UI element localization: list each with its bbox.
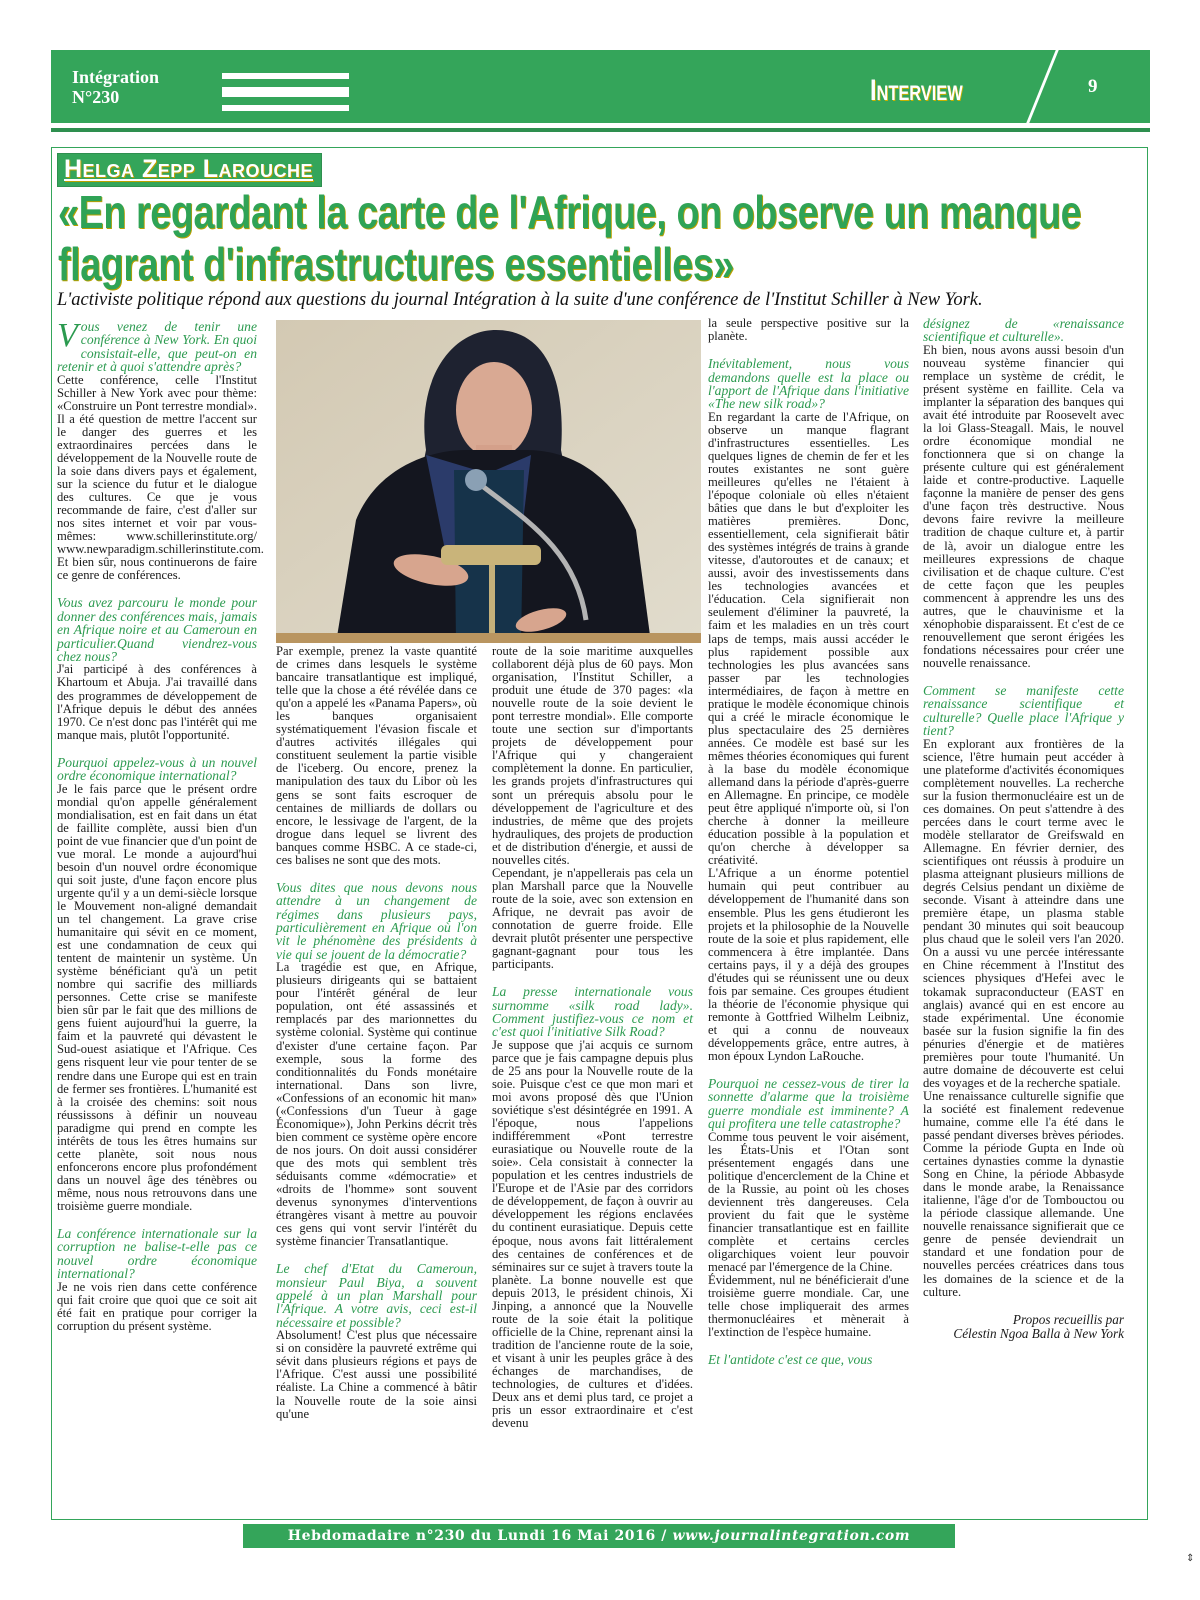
answer-text: Cette conférence, celle l'Institut Schiller à New York avec pour thème: «Construire un Pont terrestre mondial». Il a été question de mettre l'accent sur le danger des guerres et les extraordinaires percées dans le développement de la Nouvelle route de la soie dans divers pays et également, sur la science du futur et le dialogue des cultures. Ce que je vous recommande de faire, c'est d'aller sur nos sites internet et voir par vous-mêmes: www.schillerinstitute.org/ www.newparadigm.schillerinstitute.com. Et bien sûr, nous continuerons de faire ce genre de conférences. [57, 372, 264, 583]
question-text: Vous dites que nous devons nous attendre à un changement de régimes dans plusieurs pays, particulièrement en Afrique où l'on vit le phénomène des présidents à vie qui se jouent de la démocratie? [276, 879, 477, 962]
question-text: Pourquoi ne cessez-vous de tirer la sonnette d'alarme que la troisième guerre mondiale est imminente? A qui profitera une telle catastrophe? [708, 1076, 909, 1132]
interview-question [276, 881, 477, 961]
answer-text: Comme tous peuvent le voir aisément, les États-Unis et l'Otan sont présentement engagés dans une politique d'encerclement de la Chine et de la Russie, au point où les choses deviennent très dangereuses. Cela provient du fait que le système financier transatlantique est en faillite complète et certains cercles oligarchiques voient leur pouvoir menacé par l'émergence de la Chine. [708, 1129, 909, 1275]
interview-answer [708, 867, 909, 1063]
publication-name [72, 67, 159, 107]
page-number: 9 [1088, 76, 1098, 97]
interview-question [708, 1353, 909, 1366]
headline: «En regardant la carte de l'Afrique, on observe un manque flagrant d'infrastructures essentielles» [58, 186, 1082, 290]
answer-text: Eh bien, nous avons aussi besoin d'un nouveau système financier qui remplace un système de crédit, le présent système en faillite. Cela va implanter la séparation des banques qui avait été introduite par Roosevelt avec la loi Glass-Steagall. Mais, le nouvel ordre économique mondial ne fonctionnera que si on change la présente culture qui est généralement laide et contre-productive. Laquelle façonne la manière de penser des gens d'une façon très destructive. Nous devons faire revivre la meilleure tradition de chaque culture et, à partir de là, avoir un dialogue entre les meilleures expressions de chaque civilisation et de chaque culture. C'est de cette façon que les peuples commencent à apprendre les uns des autres, que le chauvinisme et la xénophobie disparaissent. Et c'est de ce renouvellement que seront érigées les fondations nécessaires pour créer une nouvelle renaissance. [923, 342, 1124, 670]
interview-answer [923, 1090, 1124, 1299]
article-column-2 [276, 645, 477, 1421]
question-text: ous venez de tenir une conférence à New York. En quoi consistait-elle, que peut-on en retenir et à quoi s'attendre après? [57, 319, 257, 375]
interview-question [57, 317, 257, 375]
answer-text: Absolument! C'est plus que nécessaire si on considère la pauvreté extrême qui sévit dans plusieurs régions et pays de l'Afrique. C'est aussi une possibilité réaliste. La Chine a commencé à bâtir la Nouvelle route de la soie ainsi qu'une [276, 1328, 477, 1421]
question-text: Le chef d'Etat du Cameroun, monsieur Paul Biya, a souvent appelé à un plan Marshall pour l'Afrique. A votre avis, ceci est-il nécessaire et possible? [276, 1261, 477, 1330]
footer-issue-text: Hebdomadaire n°230 du Lundi 16 Mai 2016 / [287, 1528, 673, 1544]
answer-text: Évidemment, nul ne bénéficierait d'une troisième guerre mondiale. Car, une telle chose impliquerait des armes thermonucléaires et mènerait à l'extinction de l'espèce humaine. [708, 1273, 909, 1340]
interview-answer [276, 961, 477, 1248]
article-column-4 [708, 317, 909, 1367]
speaker-photo-illustration [276, 320, 701, 643]
answer-text: L'Afrique a un énorme potentiel humain qui peut contribuer au développement de l'humanité dans son ensemble. Plus les gens étudieront les projets et la philosophie de la Nouvelle route de la soie et plus rapidement, elle commencera à être implantée. Dans certains pays, il y a déjà des groupes d'études qui se réunissent une ou deux fois par semaine. Ces groupes étudient la théorie de l'économie physique qui remonte à Gottfried Wilhelm Leibniz, et qui a connu de nouveaux développements grâce, entre autres, à mon époux Lyndon LaRouche. [708, 866, 909, 1064]
interview-question [923, 684, 1124, 738]
interview-answer [492, 867, 693, 971]
question-text: Comment se manifeste cette renaissance scientifique et culturelle? Quelle place l'Afrique y tient? [923, 682, 1124, 739]
interviewee-name: Helga Zepp Larouche [64, 155, 314, 183]
answer-text: En explorant aux frontières de la science, l'être humain peut accéder à une plateforme d'activités économiques complètement nouvelles. La recherche sur la fusion thermonucléaire est un de ces domaines. On peut s'attendre à des percées dans le court terme avec le modèle stellarator de Greifswald en Allemagne. En février dernier, des scientifiques ont réussis à produire un plasma atteignant plusieurs millions de degrés Celsius pendant un dixième de seconde. Visant à atteindre dans une première étape, un plasma stable pendant 30 minutes qui soit beaucoup plus chaud que le soleil vers l'an 2020. On a aussi vu une percée intéressante en Chine récemment à l'Institut des sciences physiques d'Hefei avec le tokamak supraconducteur (EAST en anglais) avancé qui en est encore au stade expérimental. Une économie basée sur la fusion signifie la fin des pénuries d'énergie et de matières premières pour toute l'humanité. Un autre domaine de découverte est celui des voyages et de la recherche spatiale. [923, 736, 1124, 1090]
interview-answer [923, 738, 1124, 1090]
interviewee-label [57, 153, 322, 187]
question-text: Inévitablement, nous vous demandons quelle est la place ou l'apport de l'Afrique dans l'initiative «The new silk road»? [708, 356, 909, 412]
signature-line-2: Célestin Ngoa Balla à New York [953, 1325, 1124, 1341]
interview-answer [923, 344, 1124, 670]
question-text: La presse internationale vous surnomme «silk road lady». Comment justifiez-vous ce nom et c'est quoi l'initiative Silk Road? [492, 984, 693, 1040]
article-column-5 [923, 317, 1124, 1341]
section-text: Interview [870, 74, 963, 107]
header-rule [51, 128, 1150, 132]
question-text: Pourquoi appelez-vous à un nouvel ordre économique international? [57, 754, 257, 784]
interview-question [923, 317, 1124, 344]
answer-text: J'ai participé à des conférences à Khartoum et Abuja. J'ai travaillé dans des programmes de développement de l'Afrique depuis le début des années 1970. Ce n'est donc pas l'intérêt qui me manque mais, plutôt l'opportunité. [57, 662, 257, 742]
footer-band [243, 1524, 955, 1548]
article-photo [276, 320, 701, 643]
answer-text: Je ne vois rien dans cette conférence qui fait croire que quoi que ce soit ait été fait en pratique pour corriger la corruption du présent système. [57, 1279, 257, 1333]
interview-answer [57, 1281, 257, 1333]
article-column-3 [492, 645, 693, 1430]
issue-number: N°230 [72, 87, 120, 107]
drop-cap: V [57, 317, 78, 354]
interview-question [57, 1227, 257, 1281]
header-decorative-bars [222, 73, 349, 119]
answer-text: la seule perspective positive sur la planète. [708, 316, 909, 344]
interview-question [57, 596, 257, 663]
interview-answer [276, 645, 477, 867]
standfirst: L'activiste politique répond aux questions du journal Intégration à la suite d'une conférence de l'Institut Schiller à New York. [57, 290, 983, 310]
article-column-1 [57, 317, 264, 1333]
answer-text: Cependant, je n'appellerais pas cela un plan Marshall parce que la Nouvelle route de la soie, avec son extension en Afrique, ne devrait pas avoir de connotation de guerre froide. Elle devrait plutôt présenter une perspective gagnant-gagnant pour tous les participants. [492, 865, 693, 972]
question-text: Vous avez parcouru le monde pour donner des conférences mais, jamais en Afrique noire et au Cameroun en particulier.Quand viendrez-vous chez nous? [57, 595, 257, 664]
interview-question [57, 756, 257, 783]
interview-answer [708, 1131, 909, 1275]
answer-text: Par exemple, prenez la vaste quantité de crimes dans lesquels le système bancaire transatlantique est impliqué, telle que la chose a été révélée dans ce qu'on a appelé les «Panama Papers», où les banques organisaient systématiquement l'évasion fiscale et d'autres activités illégales qui constituent seulement la partie visible de l'iceberg. Ou encore, prenez la manipulation des taux du Libor où les gens se sont faits escroquer de centaines de milliards de dollars ou encore, le lessivage de l'argent, de la drogue dans lequel se livrent des banques comme HSBC. A ce stade-ci, ces balises ne sont que des mots. [276, 644, 477, 867]
interview-answer [492, 1039, 693, 1430]
answer-text: route de la soie maritime auxquelles collaborent déjà plus de 60 pays. Mon organisation, l'Institut Schiller, a produit une étude de 370 pages: «la nouvelle route de la soie devient le pont terrestre mondial». Elle comporte toute une section sur d'importants projets de développement pour l'Afrique qui y changeraient complètement la donne. En particulier, les grands projets d'infrastructures qui sont un prérequis absolu pour le développement de l'agriculture et des industries, de même que des projets hydrauliques, des projets de production et de distribution d'énergie, et aussi de nouvelles cités. [492, 644, 693, 867]
section-label [870, 74, 963, 108]
interview-answer [57, 372, 264, 583]
signature-line-1: Propos recueillis par [1012, 1311, 1124, 1327]
interview-question [492, 985, 693, 1039]
interview-answer [492, 645, 693, 867]
interview-question [708, 357, 909, 411]
answer-text: Je le fais parce que le présent ordre mondial qu'on appelle généralement mondialisation, est en fait dans un état de faillite complète, aussi bien d'un point de vue financier que d'un point de vue moral. Le monde a aujourd'hui besoin d'un nouvel ordre économique qui soit juste, d'une façon encore plus urgente qu'il y a un demi-siècle lorsque le Mouvement non-aligné demandait un tel changement. La grave crise humanitaire qui sévit en ce moment, est une condamnation de ceux qui tentent de maintenir un système. Un système bénéficiant qu'à un petit nombre qui sacrifie des milliards personnes. Cette crise se manifeste bien sûr par le fait que des millions de gens fuient aujourd'hui la guerre, la faim et la pauvreté qui dévastent le Sud-ouest asiatique et l'Afrique. Ces gens risquent leur vie pour tenter de se rendre dans une Europe qui est en train de fermer ses frontières. L'humanité est à la croisée des chemins: soit nous réussissons à définir un nouveau paradigme qui prend en compte les intérêts de tous les êtres humains sur cette planète, soit nous nous enfoncerons encore plus profondément dans un nouvel âge des ténèbres ou même, nous nous retrouvons dans une troisième guerre mondiale. [57, 781, 257, 1213]
answer-text: Une renaissance culturelle signifie que la société est finalement redevenue humaine, comme elle l'a été dans le passé pendant diverses brèves périodes. Comme la période Gupta en Inde où certaines dynasties comme la dynastie Song en Chine, la période Abbasyde dans le monde arabe, la Renaissance italienne, l'âge d'or de Tombouctou ou la période classique allemande. Une nouvelle renaissance signifierait que ce genre de pensée deviendrait un standard et une fondation pour de nouvelles percées créatrices dans tous les domaines de la science et de la culture. [923, 1088, 1124, 1299]
interview-answer [57, 783, 257, 1214]
interview-answer [708, 1274, 909, 1339]
answer-text: Je suppose que j'ai acquis ce surnom parce que je fais campagne depuis plus de 25 ans pour la Nouvelle route de la soie. Puisque c'est ce que mon mari et moi avons proposé dès que l'Union soviétique s'est désintégrée en 1991. A l'époque, nous l'appelions indifféremment «Pont terrestre eurasiatique ou Nouvelle route de la soie». Cela consistait à connecter la population et les centres industriels de l'Europe et de l'Asie par des corridors de développement, de façon à ouvrir au développement les régions enclavées du continent eurasiatique. Depuis cette époque, nous avons fait littéralement des centaines de conférences et de séminaires sur ce sujet à travers toute la planète. La bonne nouvelle est que depuis 2013, le président chinois, Xi Jinping, a annoncé que la Nouvelle route de la soie était la politique officielle de la Chine, reprenant ainsi la tradition de l'ancienne route de la soie, et visant à unir les peuples grâce à des échanges de marchandises, de technologies, de cultures et d'idées. Deux ans et demi plus tard, ce projet a pris un essor extraordinaire et c'est devenu [492, 1037, 693, 1431]
answer-text: En regardant la carte de l'Afrique, on observe un manque flagrant d'infrastructures essentielles. Les quelques lignes de chemin de fer et les routes existantes ne sont guère meilleures qu'elles ne l'étaient à l'époque coloniale où elles n'étaient bâties que dans le but d'exploiter les matières premières. Donc, essentiellement, cela signifierait bâtir des systèmes intégrés de trains à grande vitesse, d'autoroutes et de canaux; et aussi, avoir des investissements dans les technologies avancées et l'éducation. Cela signifierait non seulement d'éliminer la pauvreté, la faim et les maladies en un très court laps de temps, mais aussi accéder le plus rapidement possible aux technologies les plus avancées sans passer par les technologies intermédiaires, de façon à mettre en pratique le modèle économique chinois qui a créé le miracle économique le plus spectaculaire des 25 dernières années. Ce modèle est basé sur les mêmes théories économiques qui furent à la base du modèle économique allemand dans la période d'après-guerre en Allemagne. En principe, ce modèle peut être appliqué n'importe où, si l'on cherche à donner la meilleure éducation possible à la population et qu'on cherche à développer sa créativité. [708, 409, 909, 868]
interview-answer [57, 663, 257, 741]
interview-question [276, 1262, 477, 1329]
byline-signature [923, 1313, 1124, 1341]
interview-answer [708, 411, 909, 868]
question-text: Et l'antidote c'est ce que, vous [708, 1352, 873, 1368]
interview-answer [708, 317, 909, 343]
question-text: désignez de «renaissance scientifique et culturelle». [923, 316, 1124, 345]
resize-handle-icon[interactable]: ⇕ [1186, 1553, 1195, 1564]
question-text: La conférence internationale sur la corruption ne balise-t-elle pas ce nouvel ordre économique international? [57, 1226, 257, 1282]
header-band [51, 50, 1150, 123]
publication-title: Intégration [72, 67, 159, 87]
footer-website-link[interactable]: www.journalintegration.com [672, 1528, 911, 1544]
interview-question [708, 1077, 909, 1131]
answer-text: La tragédie est que, en Afrique, plusieurs dirigeants qui se battaient pour l'intérêt général de leur population, ont été assassinés et remplacés par des marionnettes du système colonial. Système qui continue d'exister d'une certaine façon. Par exemple, sous la forme des conditionnalités du Fonds monétaire international. Dans son livre, «Confessions of an economic hit man» («Confessions d'un Tueur à gage Économique»), John Perkins décrit très bien comment ce système opère encore de nos jours. On doit aussi considérer que des mots qui semblent très séduisants comme «démocratie» et «droits de l'homme» sont souvent devenus synonymes d'interventions étrangères visant à mettre au pouvoir ces gens qui vont servir l'intérêt du système financier Transatlantique. [276, 960, 477, 1249]
interview-answer [276, 1329, 477, 1420]
